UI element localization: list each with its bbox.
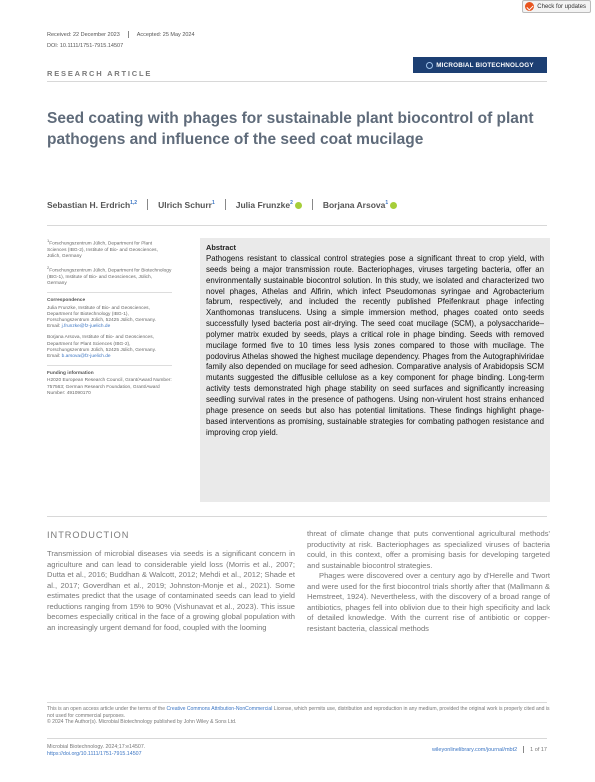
intro-paragraph-1-cont: threat of climate change that puts conventional agricultural methods' productivity at risk. Bacteriophages as specialized viruses of bacteria could, in this context, offer a promising basis for developing targeted and sustainable biocontrol strategies. (307, 529, 550, 570)
introduction-heading: INTRODUCTION (47, 530, 130, 540)
date-separator (128, 31, 129, 38)
correspondence-block (47, 298, 172, 330)
license-divider (47, 702, 547, 703)
journal-logo-icon (426, 62, 433, 69)
citation-text: Microbial Biotechnology. 2024;17:e14507. (47, 744, 146, 750)
funding-heading: Funding information (47, 371, 94, 377)
check-for-updates-badge[interactable] (522, 0, 591, 13)
author-separator (147, 199, 148, 210)
footer-citation (47, 744, 145, 758)
body-column-left (47, 549, 295, 633)
author-1[interactable]: Sebastian H. Erdrich$^{1,2}$ (47, 199, 138, 210)
footer-doi-link[interactable]: https://doi.org/10.1111/1751-7915.14507 (47, 750, 142, 757)
author-separator (225, 199, 226, 210)
abstract-text: Pathogens resistant to classical control strategies pose a significant threat to crop yield, with seeds being a major transmission route. Bacteriophages, viruses targeting bacteria, offer an environmentally sustainable biocontrol solution. In this study, we isolated and characterized two novel phages, Athelas and Alfirin, which infect Pseudomonas syringae and Agrobacterium fabrum, respectively, and included the recently published Pfeifenkraut phage infecting Xanthomonas translucens. Using a simple immersion method, phages coated onto seeds successfully lysed bacteria post air-drying. The seed coat mucilage (SCM), a polysaccharide–polymer matrix exuded by seeds, plays a critical role in phage binding. Seeds with removed mucilage formed five to 10 times less lysis zones compared to those with mucilage. The podovirus Athelas showed the highest mucilage dependency. Phages from the Autographiviridae family also depended on mucilage for seed adhesion. Comparative analysis of Arabidopsis SCM mutants suggested the diffusible cellulose as a key component for phage binding. Long-term activity tests demonstrated high phage stability on seed surfaces and significantly increasing seedling survival rates in the presence of pathogens. Using non-virulent host strains enhanced phage presence on seeds but also has potential limitations. These findings highlight phage-based interventions as promising, sustainable strategies for combating pathogen resistance and improving crop yield. (206, 254, 544, 437)
author-3[interactable]: Julia Frunzke$^2$ (236, 200, 302, 210)
orcid-icon[interactable] (295, 202, 302, 209)
article-title: Seed coating with phages for sustainable plant biocontrol of plant pathogens and influence of the seed coat mucilage (47, 110, 534, 148)
journal-logo (413, 57, 547, 73)
email-label: Email: (47, 354, 61, 360)
intro-paragraph-1: Transmission of microbial diseases via seeds is a significant concern in agriculture and can lead to considerable yield loss (Morris et al., 2007; Dutta et al., 2016; Buddhan & Walcott, 2012; Mehdi et al., 2012; Shade et al., 2017; Goverdhan et al., 2019; Johnston-Monje et al., 2021). Some estimates predict that the usage of contaminated seeds can lead to yield reductions ranging from 15% to 90% (Vishunavat et al., 2023). This issue becomes especially critical in the face of a growing global population with an increasingly urgent demand for food, coupled with the looming (47, 549, 295, 632)
funding-block (47, 371, 172, 397)
header-divider (47, 81, 547, 82)
email-link-1[interactable]: j.frunzke@fz-juelich.de (61, 324, 111, 330)
author-4[interactable]: Borjana Arsova$^1$ (323, 200, 397, 210)
license-text-2: License, which permits use, distribution and reproduction in any medium, provided the original work is properly cited and is not used for commercial purposes. (47, 706, 550, 719)
correspondence-block-2 (47, 335, 172, 360)
authors-divider (47, 225, 547, 226)
article-type-label: RESEARCH ARTICLE (47, 69, 153, 78)
author-list (47, 199, 397, 210)
correspondence-person-1: Julia Frunzke, Institute of Bio- and Geosciences, Department for Biotechnology (IBG-1), Forschungszentrum Jülich, 52425 Jülich, Germany. (47, 305, 156, 324)
footer-divider (47, 738, 547, 739)
license-notice (47, 706, 550, 726)
body-column-right (307, 529, 550, 634)
author-2[interactable]: Ulrich Schurr$^1$ (158, 199, 215, 210)
funding-text: H2020 European Research Council, Grant/Award Number: 757563; German Research Foundation, Grant/Award Number: 491090170 (47, 378, 172, 396)
license-link[interactable]: Creative Commons Attribution-NonCommercial (166, 706, 273, 712)
footer-right (432, 746, 547, 753)
correspondence-heading: Correspondence (47, 298, 86, 304)
intro-paragraph-2: Phages were discovered over a century ago by d'Herelle and Twort and were used for the first biocontrol trials shortly after that (Mallmann & Hemstreet, 1924). Nevertheless, with the discovery of a broad range of antibiotics, phages fell into oblivion due to their high specificity and lack of detailed knowledge. With the current rise of antibiotic or copper-resistant bacteria, classical methods (307, 571, 550, 633)
journal-name: MICROBIAL BIOTECHNOLOGY (436, 61, 534, 69)
email-link-2[interactable]: b.arsova@fz-juelich.de (61, 354, 111, 360)
article-dates (47, 31, 195, 38)
page-number: 1 of 17 (530, 746, 547, 753)
copyright-line: © 2024 The Author(s). Microbial Biotechnology published by John Wiley & Sons Ltd. (47, 719, 237, 726)
article-doi[interactable]: DOI: 10.1111/1751-7915.14507 (47, 43, 124, 49)
article-sidebar (47, 238, 172, 402)
sidebar-divider (47, 365, 172, 366)
correspondence-person-2: Borjana Arsova, Institute of Bio- and Geosciences, Department for Plant Sciences (IBG-2), Forschungszentrum Jülich, 52425 Jülich, Germany. (47, 335, 156, 353)
author-separator (312, 199, 313, 210)
abstract-heading: Abstract (206, 243, 236, 252)
check-updates-label: Check for updates (537, 3, 586, 10)
check-updates-icon (525, 2, 534, 11)
footer-separator (523, 746, 524, 753)
email-label: Email: (47, 324, 61, 330)
abstract-box (200, 238, 550, 502)
sidebar-divider (47, 292, 172, 293)
received-date: Received: 22 December 2023 (47, 31, 120, 38)
affiliation-1: $^1$Forschungszentrum Jülich, Department for Plant Sciences (IBG-2), Institute of Bio- and Geosciences, Jülich, Germany (47, 238, 158, 259)
abstract-divider (47, 516, 547, 517)
orcid-icon[interactable] (390, 202, 397, 209)
license-text: This is an open access article under the terms of the (47, 706, 167, 712)
affiliation-2: $^2$Forschungszentrum Jülich, Department for Biotechnology (IBG-1), Institute of Bio- and Geosciences, Jülich, Germany (47, 265, 172, 287)
journal-url-link[interactable]: wileyonlinelibrary.com/journal/mbt2 (431, 746, 518, 753)
accepted-date: Accepted: 25 May 2024 (136, 31, 195, 38)
